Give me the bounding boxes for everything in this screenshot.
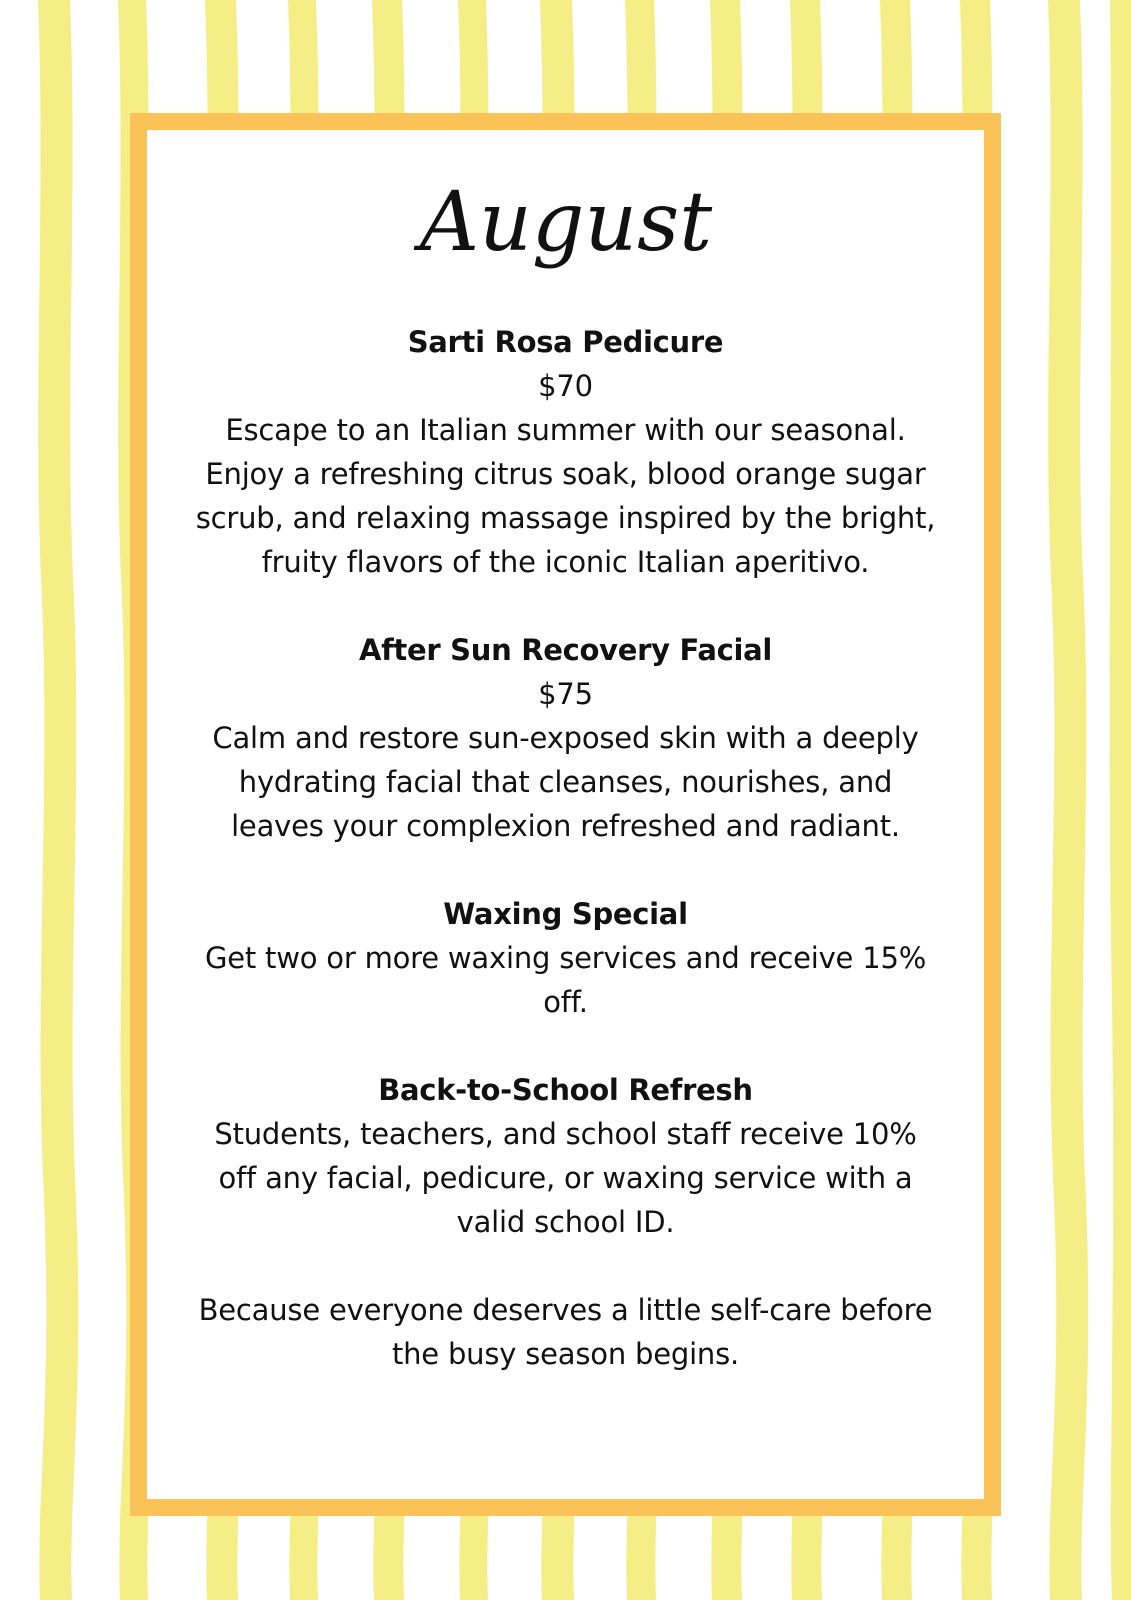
service-price: $70 — [538, 369, 593, 403]
service-after-sun-recovery-facial — [187, 628, 944, 848]
service-description: Get two or more waxing services and receive 15% off. — [204, 941, 927, 1019]
specials-card — [130, 113, 1001, 1516]
service-description: Calm and restore sun-exposed skin with a deeply hydrating facial that cleanses, nourishes, and leaves your complexion refreshed and radiant. — [212, 721, 919, 843]
service-name: Back-to-School Refresh — [378, 1073, 753, 1107]
service-waxing-special — [187, 892, 944, 1024]
month-text: August — [419, 175, 712, 270]
service-name: After Sun Recovery Facial — [358, 633, 773, 667]
closing-message: Because everyone deserves a little self-care before the busy season begins. — [198, 1293, 933, 1371]
service-price: $75 — [538, 677, 593, 711]
service-name: Waxing Special — [443, 897, 688, 931]
service-description: Escape to an Italian summer with our seasonal. Enjoy a refreshing citrus soak, blood orange sugar scrub, and relaxing massage inspired by the bright, fruity flavors of the iconic Italian aperitivo. — [195, 413, 936, 579]
month-script-lettering — [346, 168, 786, 278]
service-name: Sarti Rosa Pedicure — [407, 325, 724, 359]
service-description: Students, teachers, and school staff receive 10% off any facial, pedicure, or waxing service with a valid school ID. — [214, 1117, 917, 1239]
month-title — [147, 168, 984, 278]
service-back-to-school-refresh — [187, 1068, 944, 1244]
services-list — [187, 320, 944, 1376]
service-sarti-rosa-pedicure — [187, 320, 944, 584]
